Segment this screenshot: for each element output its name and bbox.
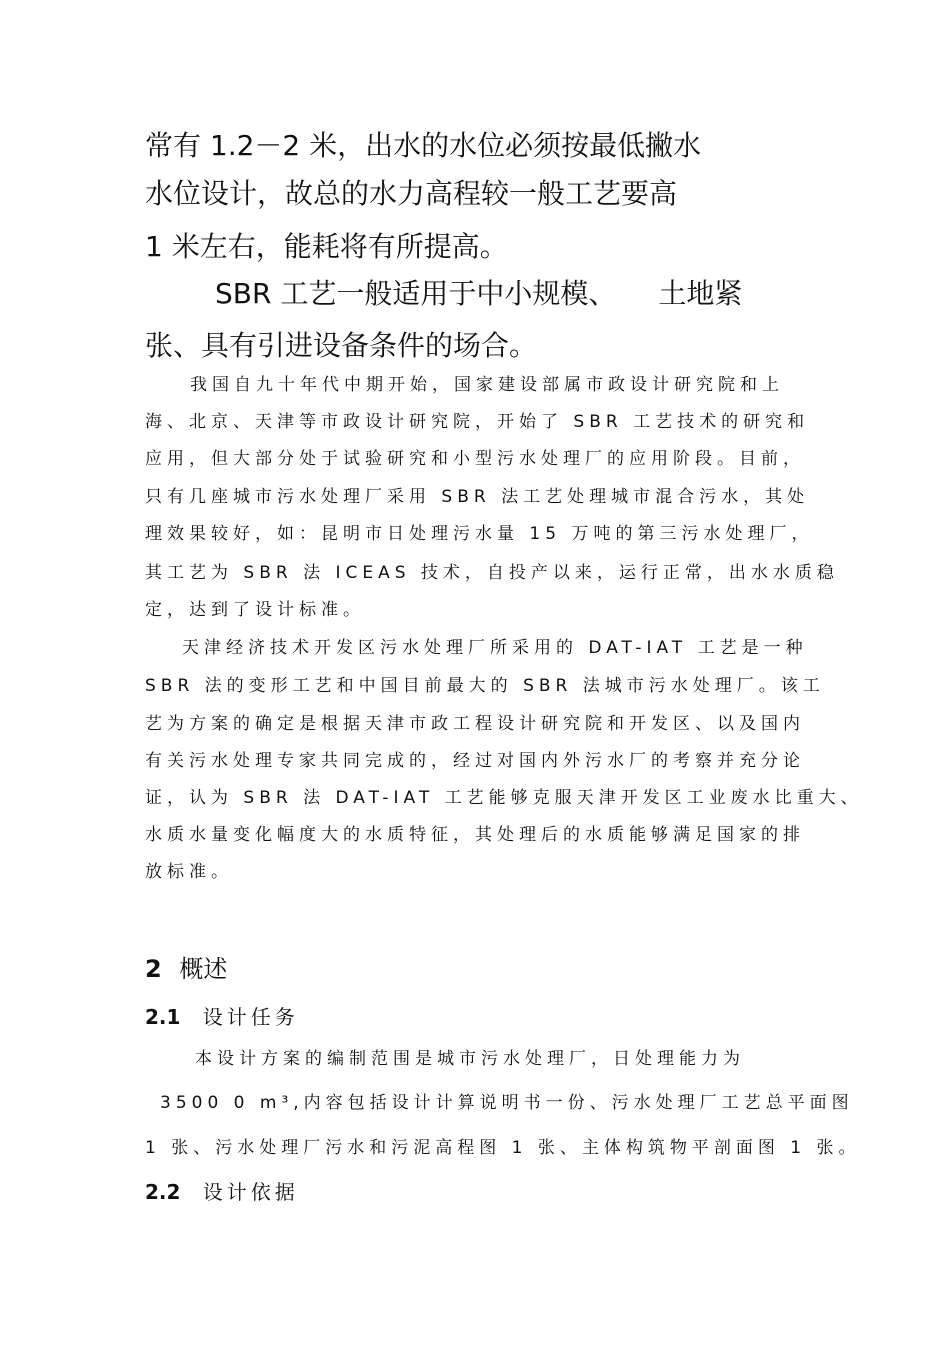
section-2-number: 2 bbox=[145, 955, 162, 983]
para2-line-6: 水质水量变化幅度大的水质特征，其处理后的水质能够满足国家的排 bbox=[145, 825, 805, 845]
para2-line-1: 天津经济技术开发区污水处理厂所采用的 DAT-IAT 工艺是一种 bbox=[182, 638, 808, 658]
intro-line-2: 水位设计，故总的水力高程较一般工艺要高 bbox=[145, 177, 678, 210]
para1-line-2: 海、北京、天津等市政设计研究院，开始了 SBR 工艺技术的研究和 bbox=[145, 412, 810, 432]
intro-line-5: 张、具有引进设备条件的场合。 bbox=[145, 329, 538, 362]
intro-line-4: SBR 工艺一般适用于中小规模、 土地紧 bbox=[215, 277, 743, 310]
para1-line-6: 其工艺为 SBR 法 ICEAS 技术，自投产以来，运行正常，出水水质稳 bbox=[145, 563, 839, 583]
para2-line-3: 艺为方案的确定是根据天津市政工程设计研究院和开发区、以及国内 bbox=[145, 714, 805, 734]
intro-line-3: 1 米左右，能耗将有所提高。 bbox=[145, 230, 508, 263]
section-2-1-number: 2.1 bbox=[145, 1005, 181, 1029]
para1-line-4: 只有几座城市污水处理厂采用 SBR 法工艺处理城市混合污水，其处 bbox=[145, 487, 810, 507]
para1-line-1: 我国自九十年代中期开始，国家建设部属市政设计研究院和上 bbox=[190, 375, 784, 395]
intro-line-1: 常有 1.2－2 米，出水的水位必须按最低撇水 bbox=[145, 129, 702, 162]
section-2-title: 概述 bbox=[179, 955, 228, 983]
section-2-2-heading bbox=[145, 1178, 299, 1206]
para3-line-1: 本设计方案的编制范围是城市污水处理厂，日处理能力为 bbox=[195, 1049, 745, 1069]
section-2-2-title: 设计依据 bbox=[202, 1180, 299, 1204]
para3-line-3: 1 张、污水处理厂污水和污泥高程图 1 张、主体构筑物平剖面图 1 张。 bbox=[145, 1138, 861, 1158]
para1-line-5: 理效果较好，如：昆明市日处理污水量 15 万吨的第三污水处理厂， bbox=[145, 524, 814, 544]
para2-line-5: 证，认为 SBR 法 DAT-IAT 工艺能够克服天津开发区工业废水比重大、 bbox=[145, 788, 863, 808]
para2-line-7: 放标准。 bbox=[145, 862, 233, 882]
section-2-1-title: 设计任务 bbox=[202, 1005, 299, 1029]
section-2-heading bbox=[145, 952, 227, 986]
section-2-1-heading bbox=[145, 1003, 299, 1031]
para1-line-7: 定，达到了设计标准。 bbox=[145, 600, 365, 620]
para3-line-2: 3500 0 m³,内容包括设计计算说明书一份、污水处理厂工艺总平面图 bbox=[160, 1093, 854, 1113]
para1-line-3: 应用，但大部分处于试验研究和小型污水处理厂的应用阶段。目前， bbox=[145, 449, 805, 469]
para2-line-4: 有关污水处理专家共同完成的，经过对国内外污水厂的考察并充分论 bbox=[145, 751, 805, 771]
para2-line-2: SBR 法的变形工艺和中国目前最大的 SBR 法城市污水处理厂。该工 bbox=[145, 676, 825, 696]
section-2-2-number: 2.2 bbox=[145, 1180, 181, 1204]
